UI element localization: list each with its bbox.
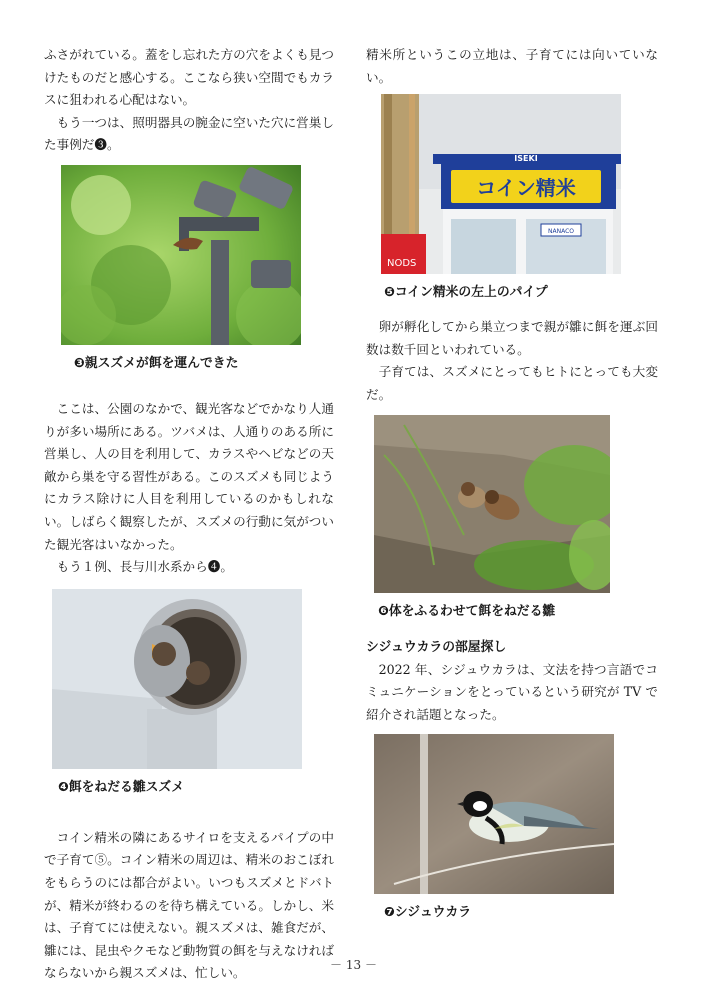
right-paragraph-4: 2022 年、シジュウカラは、文法を持つ言語でコミュニケーションをとっているという研究が TV で紹介され話題となった。 (366, 661, 658, 722)
sign-red-text: NODS (387, 258, 417, 270)
caption-5: ❺コイン精米の左上のパイプ (384, 285, 548, 301)
photo-great-tit (374, 734, 614, 894)
right-paragraph-2: 卵が孵化してから巣立つまで親が雛に餌を運ぶ回数は数千回といわれている。 (366, 319, 658, 357)
left-column (44, 44, 334, 985)
left-paragraph-1: ふさがれている。蓋をし忘れた方の穴をよくも見つけたものだと感心する。ここなら狭い空間でもカラスに狙われる心配はない。 (44, 47, 334, 108)
photo-begging-chick (374, 415, 610, 593)
left-paragraph-4: もう１例、長与川水系から❹。 (56, 559, 233, 575)
right-column (366, 44, 658, 922)
caption-4: ❹餌をねだる雛スズメ (58, 779, 185, 795)
page-number: － 13 － (330, 958, 377, 972)
right-paragraph-3: 子育ては、スズメにとってもヒトにとっても大変だ。 (366, 364, 658, 402)
right-paragraph-1: 精米所というこの立地は、子育てには向いていない。 (366, 47, 658, 85)
sign-card-text: NANACO (548, 228, 574, 236)
caption-7: ❼シジュウカラ (384, 905, 472, 921)
caption-3: ❸親スズメが餌を運んできた (74, 355, 239, 371)
left-paragraph-2: もう一つは、照明器具の腕金に空いた穴に営巣した事例だ❸。 (44, 114, 334, 153)
left-paragraph-5: コイン精米の隣にあるサイロを支えるパイプの中で子育て⑤。コイン精米の周辺は、精米のおこぼれをもらうのには都合がよい。いつもスズメとドバトが、精米が終わるのを待ち構えている。しかし、米は、子育てには使えない。親スズメは、雑食だが、雛には、昆虫やクモなど動物質の餌を与えなければならないから親スズメは、忙しい。 (44, 829, 334, 981)
caption-6: ❻体をふるわせて餌をねだる雛 (378, 603, 556, 619)
section-heading: シジュウカラの部屋探し (366, 639, 507, 655)
photo-coin-rice-mill (381, 94, 621, 274)
photo-chicks-in-pipe (52, 589, 302, 769)
left-paragraph-3: ここは、公園のなかで、観光客などでかなり人通りが多い場所にある。ツバメは、人通りのある所に営巣し、人の目を利用して、カラスやヘビなどの天敵から巣を守る習性がある。このスズメも同じようにカラス除けに人目を利用しているのかもしれない。しばらく観察したが、スズメの行動に気がついた観光客はいなかった。 (44, 400, 334, 552)
sign-main-text: コイン精米 (476, 176, 576, 201)
sign-small-text: ISEKI (514, 154, 538, 164)
photo-sparrow-on-lamp (61, 165, 301, 345)
